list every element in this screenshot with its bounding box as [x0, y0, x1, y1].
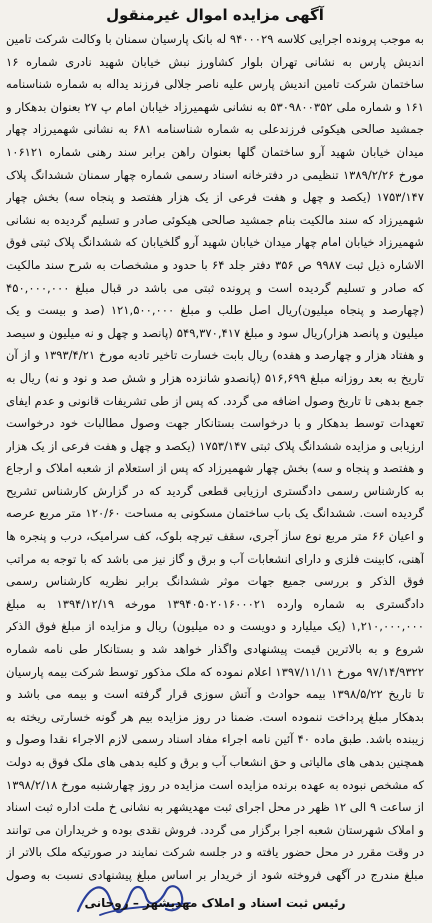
notice-signature: رئیس ثبت اسناد و املاک مهدیشهر – روحانی — [84, 896, 346, 910]
notice-body: به موجب پرونده اجرایی کلاسه ۹۴۰۰۰۲۹ له بانک پارسیان سمنان با وکالت شرکت تامین اندیش پارس به نشانی تهران بلوار کشاورز نبش خیابان شهید نادری شماره ۱۶ ساختمان شرکت تامین اندیش پارس علیه ناصر جلالی فرزند یداله به شماره شناسنامه ۱۶۱ و شماره ملی ۵۳۰۹۸۰۰۳۵۲ به نشانی شهمیرزاد خیابان امام پ ۲۷ بعنوان بدهکار و جمشید صالحی هیکوئی فرزندعلی به شماره شناسنامه ۶۸۱ به نشانی شهمیرزاد چهار میدان خیابان شهید آرو ساختمان گلها بعنوان راهن برابر سند رهنی شماره ۱۰۶۱۲۱ مورخ ۱۳۸۹/۲/۲۶ تنظیمی در دفترخانه اسناد رسمی شماره چهار سمنان ششدانگ پلاک ۱۷۵۳/۱۴۷ (یکصد و چهل و هفت فرعی از یک هزار هفتصد و پنجاه سه) بخش چهار شهمیرزاد که سند مالکیت بنام جمشید صالحی هیکوئی صادر و تسلیم گردیده به نشانی شهمیرزاد خیابان امام چهار میدان خیابان شهید آرو گلخیابان که ششدانگ پلاک ثبتی فوق الاشاره ذیل ثبت ۹۹۸۷ ص ۳۵۶ دفتر جلد ۶۴ با حدود و مشخصات به شرح سند مالکیت که صادر و تسلیم گردیده است و پرونده ثبتی می باشد در قبال مبلغ ۴۵۰,۰۰۰,۰۰۰ (چهارصد و پنجاه میلیون)ریال اصل طلب و مبلغ ۱۲۱,۵۰۰,۰۰۰ (صد و بیست و یک میلیون و پانصد هزار)ریال سود و مبلغ ۵۴۹,۳۷۰,۴۱۷ (پانصد و چهل و نه میلیون و سیصد و هفتاد هزار و چهارصد و هفده) ریال بابت خسارت تاخیر تادیه مورخ ۱۳۹۳/۴/۲۱ و از آن تاریخ به بعد روزانه مبلغ ۵۱۶,۶۹۹ (پانصدو شانزده هزار و شش صد و نود و نه) ریال به جمع بدهی تا تاریخ وصول اضافه می گردد. که پس از طی تشریفات قانونی و عدم ایفای تعهدات توسط بدهکار و با درخواست بستانکار جهت وصول مطالبات خود درخواست ارزیابی و مزایده ششدانگ پلاک ثبتی ۱۷۵۳/۱۴۷ (یکصد و چهل و هفت فرعی از یک هزار و هفتصد و پنجاه و سه) بخش چهار شهمیرزاد که پس از استعلام از شعبه املاک و ارجاع به کارشناس رسمی دادگستری ارزیابی قطعی گردید که در گزارش کارشناس تشریح گردیده است. ششدانگ یک باب ساختمان مسکونی به مساحت ۱۲۰/۶۰ متر مربع عرصه و اعیان ۶۶ متر مربع نوع ساز آجری، سقف تیرچه بلوک، کف سرامیک، درب و پنجره ها آهنی، کابینت فلزی و دارای انشعابات آب و برق و گاز نیز می باشد که با توجه به مراتب فوق الذکر و بررسی جمیع جهات موثر ششدانگ برابر نظریه کارشناس رسمی دادگستری به شماره وارده ۱۳۹۴۰۵۰۲۰۱۶۰۰۰۲۱ مورخه ۱۳۹۴/۱۲/۱۹ به مبلغ ۱,۲۱۰,۰۰۰,۰۰۰ (یک میلیارد و دویست و ده میلیون) ریال و مزایده از مبلغ فوق الذکر شروع و به بالاترین قیمت پیشنهادی واگذار خواهد شد و بستانکار طی نامه شماره ۹۷/۱۴/۹۳۲۲ مورخ ۱۳۹۷/۱۱/۱۱ اعلام نموده که ملک مذکور توسط شرکت بیمه پارسیان تا تاریخ ۱۳۹۸/۵/۲۲ بیمه حوادث و آتش سوزی قرار گرفته است و بیمه می باشد و بدهکار مبلغ پرداخت ننموده است. ضمنا در روز مزایده بیم هر گونه خسارتی ریخته به زیبنده باشد. طبق ماده ۴۰ آئین نامه اجراء مفاد اسناد رسمی لازم الاجراء نقدا وصول و همچنین بدهی های مالیاتی و حق انشعاب آب و برق و کلیه بدهی های ملک فوق به دولت که مشخص نبوده به عهده برنده مزایده است مزایده در روز چهارشنبه مورخ ۱۳۹۸/۲/۱۸ از ساعت ۹ الی ۱۲ ظهر در محل اجرای ثبت مهدیشهر به نشانی خ ملت اداره ثبت اسناد و املاک شهرستان شعبه اجرا برگزار می گردد. فروش نقدی بوده و خریداران می توانند در وقت مقرر در محل حضور یافته و در جلسه شرکت نمایند در صورتیکه ملک بالاتر از مبلغ مندرج در آگهی فروخته شود از خریدار بر اساس مبلغ پیشنهادی نسبت به وصول — [6, 32, 424, 882]
notice-title: آگهی مزایده اموال غیرمنقول — [106, 6, 324, 24]
